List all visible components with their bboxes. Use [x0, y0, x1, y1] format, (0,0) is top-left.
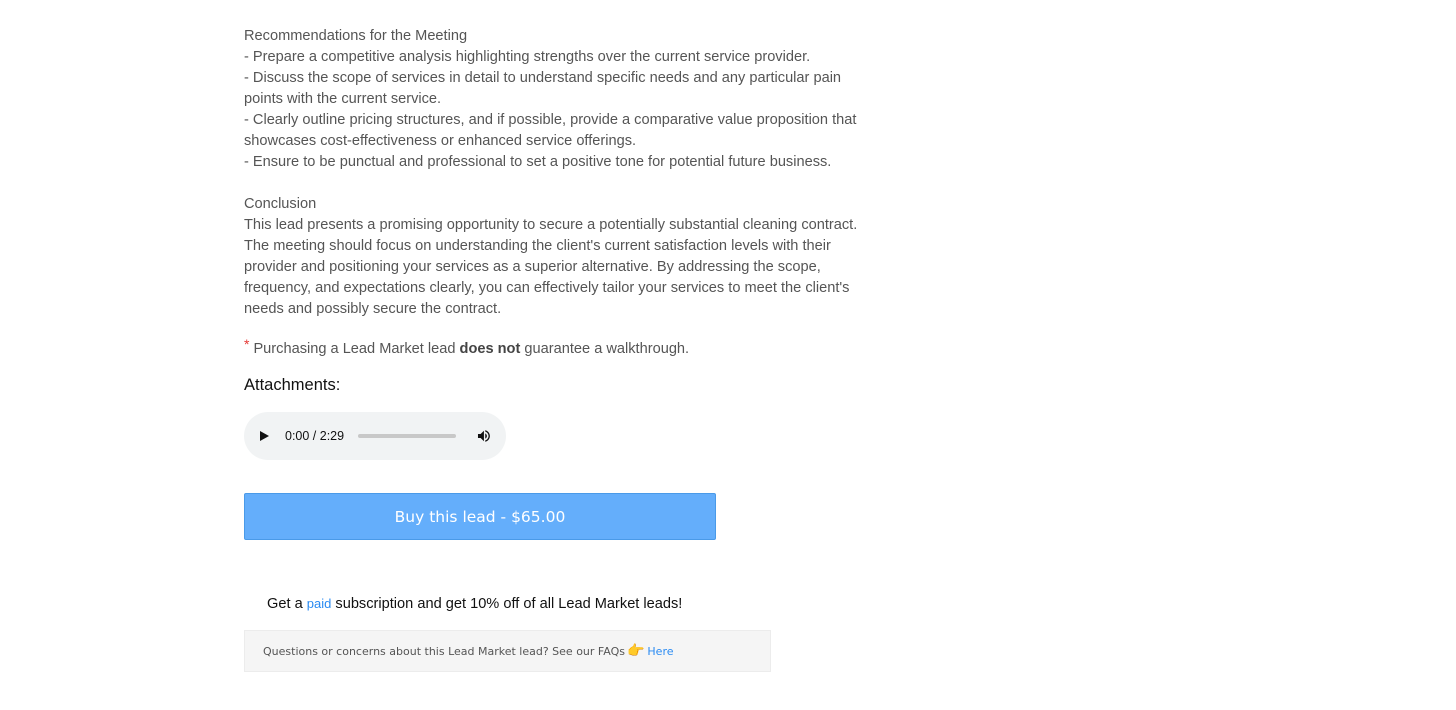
recommendation-item: - Clearly outline pricing structures, and if possible, provide a comparative value proposition that showcases cost-effectiveness or enhanced service offerings. [244, 112, 857, 149]
pointing-hand-icon: 👉 [626, 643, 645, 659]
disclaimer-text-after: guarantee a walkthrough. [524, 341, 690, 357]
audio-player[interactable] [244, 412, 506, 460]
conclusion-text: This lead presents a promising opportunity to secure a potentially substantial cleaning contract. The meeting should focus on understanding the client's current satisfaction levels with their provider and positioning your services as a superior alternative. By addressing the scope, frequency, and expectations clearly, you can effectively tailor your services to meet the client's needs and possibly secure the contract. [244, 217, 858, 317]
recommendation-item: - Prepare a competitive analysis highlighting strengths over the current service provider. [244, 49, 811, 65]
paid-subscription-link[interactable]: paid [306, 596, 332, 611]
walkthrough-disclaimer [244, 338, 884, 360]
recommendation-item: - Discuss the scope of services in detail to understand specific needs and any particular pain points with the current service. [244, 70, 842, 107]
recommendation-item: - Ensure to be punctual and professional to set a positive tone for potential future business. [244, 154, 832, 170]
attachments-title: Attachments: [244, 376, 341, 394]
volume-icon[interactable] [476, 428, 492, 444]
disclaimer-emphasis: does not [459, 341, 521, 357]
required-asterisk: * [244, 336, 250, 352]
promo-text-after: subscription and get 10% off of all Lead Market leads! [335, 596, 683, 612]
play-icon[interactable] [260, 431, 269, 441]
promo-text-before: Get a [267, 596, 303, 612]
audio-time-display: 0:00 / 2:29 [285, 429, 345, 443]
buy-lead-button[interactable]: Buy this lead - $65.00 [244, 493, 716, 540]
section-spacer [244, 173, 884, 194]
faq-here-link[interactable]: Here [647, 644, 674, 658]
lead-report [244, 26, 884, 320]
conclusion-heading: Conclusion [244, 196, 317, 212]
subscription-promo [244, 594, 884, 614]
recommendations-heading: Recommendations for the Meeting [244, 28, 468, 44]
disclaimer-text-before: Purchasing a Lead Market lead [253, 341, 456, 357]
faq-notice [244, 630, 771, 672]
faq-text: Questions or concerns about this Lead Market lead? See our FAQs [263, 644, 625, 658]
lead-detail-content [244, 26, 884, 672]
audio-progress-slider[interactable] [358, 434, 456, 438]
